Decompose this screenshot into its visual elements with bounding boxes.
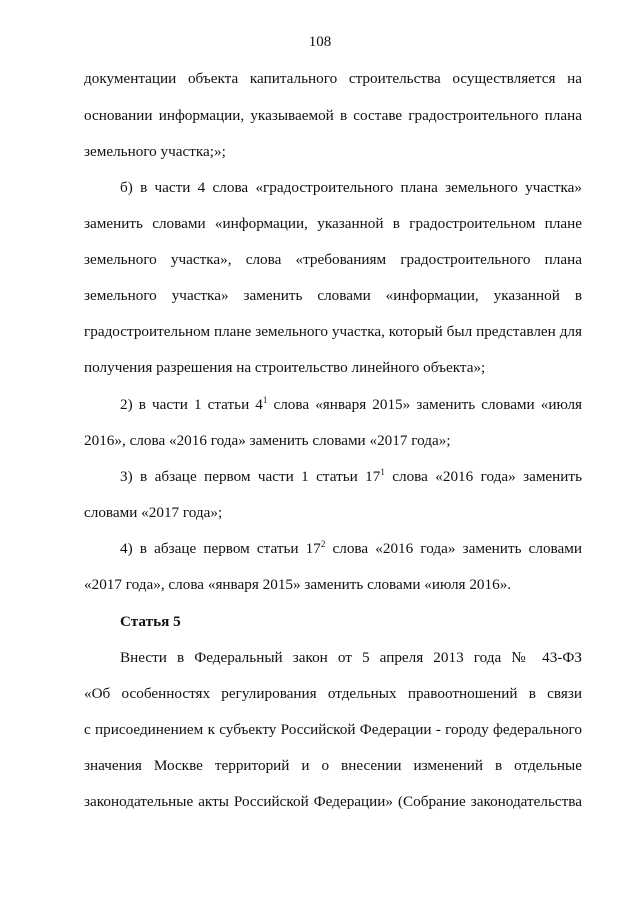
para2-line6: получения разрешения на строительство линейного объекта»;	[84, 359, 486, 376]
para4-superscript: 1	[380, 466, 385, 477]
para2-line5: градостроительном плане земельного участка, который был представлен для	[84, 323, 582, 340]
para2-line2: заменить словами «информации, указанной в градостроительном плане	[84, 215, 582, 232]
para2-line3: земельного участка», слова «требованиям градостроительного плана	[84, 251, 582, 268]
article5-line2: «Об особенностях регулирования отдельных правоотношений в связи	[84, 685, 582, 702]
para5-line2: «2017 года», слова «января 2015» заменить словами «июля 2016».	[84, 576, 512, 593]
article-heading: Статья 5	[120, 613, 181, 630]
para1-line3: земельного участка;»;	[84, 143, 226, 160]
para1-line1: документации объекта капитального строительства осуществляется на	[84, 70, 582, 87]
para2-line4: земельного участка» заменить словами «информации, указанной в	[84, 287, 582, 304]
article5-line5: законодательные акты Российской Федерации» (Собрание законодательства	[84, 793, 582, 810]
para5-text-b: слова «2016 года» заменить словами	[325, 540, 583, 557]
article5-line1: Внести в Федеральный закон от 5 апреля 2013 года № 43-ФЗ	[120, 649, 582, 666]
para5-text-a: 4) в абзаце первом статьи 17	[120, 540, 321, 557]
para1-line2: основании информации, указываемой в составе градостроительного плана	[84, 107, 582, 124]
article5-line4: значения Москве территорий и о внесении изменений в отдельные	[84, 757, 582, 774]
para3-line1	[120, 396, 582, 414]
para4-line2: словами «2017 года»;	[84, 504, 223, 521]
para4-line1	[120, 468, 582, 486]
para4-text-b: слова «2016 года» заменить	[384, 468, 582, 485]
page-number: 108	[308, 34, 332, 50]
para4-text-a: 3) в абзаце первом части 1 статьи 17	[120, 468, 381, 485]
para2-line1: б) в части 4 слова «градостроительного плана земельного участка»	[120, 179, 582, 196]
para3-text-b: слова «января 2015» заменить словами «июля	[267, 396, 583, 413]
para3-line2: 2016», слова «2016 года» заменить словами «2017 года»;	[84, 432, 451, 449]
article5-line3: с присоединением к субъекту Российской Федерации - городу федерального	[84, 721, 582, 738]
para5-line1	[120, 540, 582, 558]
para5-superscript: 2	[320, 538, 326, 549]
para3-superscript: 1	[262, 394, 268, 405]
para3-text-a: 2) в части 1 статьи 4	[120, 396, 263, 413]
